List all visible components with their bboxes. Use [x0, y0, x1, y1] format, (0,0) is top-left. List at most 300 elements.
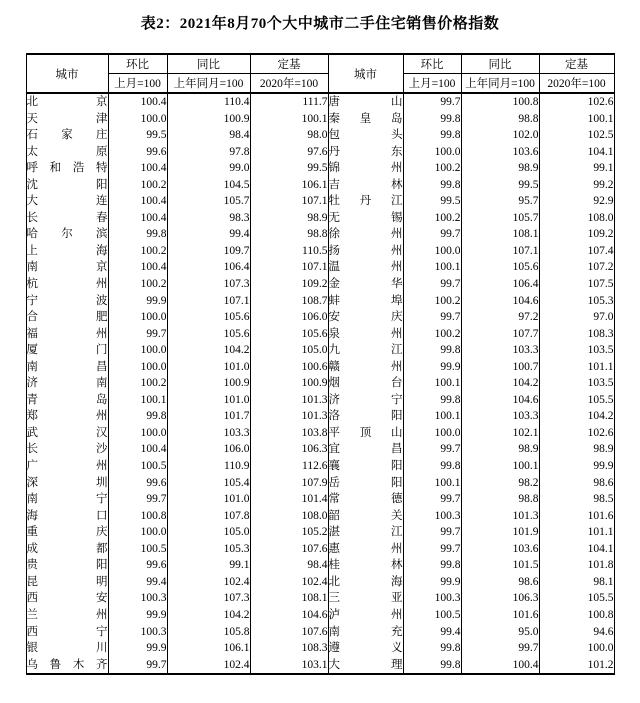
mom-value-cell: 99.9 — [108, 607, 167, 624]
mom-value-cell: 100.1 — [403, 259, 461, 276]
yoy-value-cell: 101.7 — [167, 408, 250, 425]
fixed-base-value-cell: 100.1 — [539, 111, 614, 128]
fixed-base-value-cell: 103.8 — [250, 425, 328, 442]
fixed-base-value-cell: 105.3 — [539, 293, 614, 310]
table-row — [26, 226, 614, 243]
fixed-base-value-cell: 108.7 — [250, 293, 328, 310]
mom-value-cell: 99.7 — [403, 276, 461, 293]
table-row — [26, 392, 614, 409]
yoy-value-cell: 105.6 — [167, 326, 250, 343]
fixed-base-value-cell: 98.9 — [250, 210, 328, 227]
yoy-value-cell: 102.0 — [461, 127, 539, 144]
city-name-cell: 包头 — [328, 127, 403, 144]
city-name-cell: 南昌 — [26, 359, 108, 376]
fixed-base-value-cell: 101.3 — [250, 408, 328, 425]
mom-value-cell: 100.0 — [108, 425, 167, 442]
mom-value-cell: 100.1 — [403, 475, 461, 492]
fixed-base-value-cell: 103.5 — [539, 375, 614, 392]
fixed-base-value-cell: 106.1 — [250, 177, 328, 194]
fixed-base-value-cell: 101.1 — [539, 359, 614, 376]
city-name-cell: 岳阳 — [328, 475, 403, 492]
table-row — [26, 375, 614, 392]
yoy-value-cell: 103.6 — [461, 144, 539, 161]
yoy-value-cell: 105.3 — [167, 541, 250, 558]
yoy-base-label-left: 上年同月=100 — [167, 74, 250, 94]
city-name-cell: 南宁 — [26, 491, 108, 508]
mom-value-cell: 100.5 — [403, 607, 461, 624]
fixed-base-value-cell: 97.0 — [539, 309, 614, 326]
yoy-value-cell: 101.6 — [461, 607, 539, 624]
city-name-cell: 惠州 — [328, 541, 403, 558]
yoy-value-cell: 110.9 — [167, 458, 250, 475]
city-name-cell: 深圳 — [26, 475, 108, 492]
city-name-cell: 呼和浩特 — [26, 160, 108, 177]
yoy-value-cell: 101.0 — [167, 491, 250, 508]
city-header-left: 城市 — [26, 54, 108, 93]
mom-value-cell: 99.8 — [403, 392, 461, 409]
fixed-base-value-cell: 109.2 — [250, 276, 328, 293]
yoy-value-cell: 100.4 — [461, 657, 539, 675]
table-title: 表2：2021年8月70个大中城市二手住宅销售价格指数 — [140, 16, 500, 32]
city-name-cell: 韶关 — [328, 508, 403, 525]
table-row — [26, 243, 614, 260]
yoy-value-cell: 106.4 — [461, 276, 539, 293]
mom-value-cell: 100.8 — [108, 508, 167, 525]
table-row — [26, 127, 614, 144]
mom-value-cell: 100.1 — [108, 392, 167, 409]
fixed-base-value-cell: 108.3 — [250, 640, 328, 657]
fixed-base-value-cell: 107.9 — [250, 475, 328, 492]
yoy-value-cell: 95.7 — [461, 193, 539, 210]
yoy-value-cell: 100.8 — [461, 93, 539, 111]
city-name-cell: 泉州 — [328, 326, 403, 343]
table-row — [26, 590, 614, 607]
city-name-cell: 泸州 — [328, 607, 403, 624]
fixed-base-value-cell: 101.8 — [539, 557, 614, 574]
yoy-value-cell: 97.8 — [167, 144, 250, 161]
yoy-value-cell: 98.3 — [167, 210, 250, 227]
table-row — [26, 160, 614, 177]
yoy-value-cell: 106.1 — [167, 640, 250, 657]
mom-value-cell: 100.4 — [108, 210, 167, 227]
mom-value-cell: 99.7 — [403, 524, 461, 541]
yoy-value-cell: 107.3 — [167, 276, 250, 293]
mom-value-cell: 99.6 — [108, 475, 167, 492]
yoy-value-cell: 110.4 — [167, 93, 250, 111]
fixed-base-value-cell: 103.1 — [250, 657, 328, 675]
fixed-base-value-cell: 105.5 — [539, 392, 614, 409]
fixed-base-header-right: 定基 — [539, 54, 614, 74]
mom-value-cell: 100.4 — [108, 93, 167, 111]
fixed-base-value-cell: 99.5 — [250, 160, 328, 177]
mom-value-cell: 99.8 — [403, 657, 461, 675]
fixed-base-value-cell: 101.4 — [250, 491, 328, 508]
table-row — [26, 193, 614, 210]
fixed-base-value-cell: 105.6 — [250, 326, 328, 343]
city-name-cell: 安庆 — [328, 309, 403, 326]
table-row — [26, 309, 614, 326]
fixed-base-value-cell: 98.6 — [539, 475, 614, 492]
table-row — [26, 359, 614, 376]
yoy-value-cell: 100.7 — [461, 359, 539, 376]
yoy-value-cell: 101.0 — [167, 359, 250, 376]
table-row — [26, 441, 614, 458]
fixed-base-value-cell: 107.6 — [250, 541, 328, 558]
mom-value-cell: 99.8 — [403, 342, 461, 359]
fixed-base-value-cell: 105.0 — [250, 342, 328, 359]
table-row — [26, 508, 614, 525]
mom-value-cell: 99.7 — [403, 93, 461, 111]
fixed-base-value-cell: 98.4 — [250, 557, 328, 574]
mom-value-cell: 99.4 — [108, 574, 167, 591]
fixed-base-value-cell: 106.3 — [250, 441, 328, 458]
fixed-base-label-right: 2020年=100 — [539, 74, 614, 94]
city-name-cell: 昆明 — [26, 574, 108, 591]
mom-value-cell: 99.8 — [403, 458, 461, 475]
table-header — [26, 54, 614, 93]
mom-value-cell: 99.6 — [108, 144, 167, 161]
fixed-base-value-cell: 105.2 — [250, 524, 328, 541]
fixed-base-value-cell: 98.0 — [250, 127, 328, 144]
city-name-cell: 无锡 — [328, 210, 403, 227]
yoy-value-cell: 105.7 — [461, 210, 539, 227]
mom-header-right: 环比 — [403, 54, 461, 74]
fixed-base-header-left: 定基 — [250, 54, 328, 74]
mom-value-cell: 99.6 — [108, 557, 167, 574]
mom-value-cell: 100.3 — [108, 590, 167, 607]
city-name-cell: 厦门 — [26, 342, 108, 359]
yoy-value-cell: 107.8 — [167, 508, 250, 525]
city-name-cell: 杭州 — [26, 276, 108, 293]
city-name-cell: 长春 — [26, 210, 108, 227]
yoy-value-cell: 105.6 — [167, 309, 250, 326]
fixed-base-value-cell: 97.6 — [250, 144, 328, 161]
yoy-value-cell: 102.1 — [461, 425, 539, 442]
fixed-base-value-cell: 105.5 — [539, 590, 614, 607]
yoy-value-cell: 101.3 — [461, 508, 539, 525]
mom-value-cell: 100.2 — [403, 160, 461, 177]
mom-value-cell: 99.5 — [108, 127, 167, 144]
city-name-cell: 沈阳 — [26, 177, 108, 194]
yoy-value-cell: 99.1 — [167, 557, 250, 574]
table-row — [26, 210, 614, 227]
city-name-cell: 上海 — [26, 243, 108, 260]
table-row — [26, 491, 614, 508]
fixed-base-value-cell: 101.3 — [250, 392, 328, 409]
fixed-base-value-cell: 98.8 — [250, 226, 328, 243]
city-name-cell: 金华 — [328, 276, 403, 293]
mom-value-cell: 100.0 — [403, 425, 461, 442]
table-row — [26, 624, 614, 641]
fixed-base-value-cell: 104.1 — [539, 541, 614, 558]
city-name-cell: 海口 — [26, 508, 108, 525]
yoy-value-cell: 99.7 — [461, 640, 539, 657]
city-name-cell: 南京 — [26, 259, 108, 276]
yoy-value-cell: 106.0 — [167, 441, 250, 458]
mom-value-cell: 100.0 — [108, 524, 167, 541]
fixed-base-value-cell: 102.5 — [539, 127, 614, 144]
fixed-base-value-cell: 101.1 — [539, 524, 614, 541]
yoy-value-cell: 105.0 — [167, 524, 250, 541]
fixed-base-value-cell: 104.1 — [539, 144, 614, 161]
city-name-cell: 丹东 — [328, 144, 403, 161]
mom-value-cell: 100.2 — [108, 177, 167, 194]
yoy-value-cell: 108.1 — [461, 226, 539, 243]
fixed-base-value-cell: 102.6 — [539, 425, 614, 442]
mom-value-cell: 100.3 — [403, 508, 461, 525]
fixed-base-value-cell: 100.9 — [250, 375, 328, 392]
table-row — [26, 276, 614, 293]
table-row — [26, 408, 614, 425]
yoy-value-cell: 103.3 — [461, 342, 539, 359]
city-name-cell: 郑州 — [26, 408, 108, 425]
city-name-cell: 扬州 — [328, 243, 403, 260]
mom-value-cell: 100.2 — [403, 293, 461, 310]
yoy-value-cell: 98.9 — [461, 441, 539, 458]
mom-value-cell: 99.8 — [403, 127, 461, 144]
table-row — [26, 458, 614, 475]
city-name-cell: 襄阳 — [328, 458, 403, 475]
mom-value-cell: 99.7 — [403, 441, 461, 458]
city-name-cell: 牡丹江 — [328, 193, 403, 210]
city-name-cell: 西宁 — [26, 624, 108, 641]
mom-value-cell: 100.3 — [108, 624, 167, 641]
fixed-base-value-cell: 100.1 — [250, 111, 328, 128]
city-name-cell: 银川 — [26, 640, 108, 657]
fixed-base-value-cell: 109.2 — [539, 226, 614, 243]
yoy-value-cell: 101.9 — [461, 524, 539, 541]
fixed-base-value-cell: 102.6 — [539, 93, 614, 111]
mom-value-cell: 100.0 — [108, 342, 167, 359]
city-name-cell: 三亚 — [328, 590, 403, 607]
fixed-base-value-cell: 110.5 — [250, 243, 328, 260]
yoy-value-cell: 105.6 — [461, 259, 539, 276]
city-name-cell: 宜昌 — [328, 441, 403, 458]
city-name-cell: 锦州 — [328, 160, 403, 177]
mom-value-cell: 99.9 — [108, 640, 167, 657]
city-name-cell: 济宁 — [328, 392, 403, 409]
fixed-base-value-cell: 107.1 — [250, 259, 328, 276]
yoy-value-cell: 100.9 — [167, 111, 250, 128]
table-row — [26, 259, 614, 276]
mom-value-cell: 100.0 — [108, 111, 167, 128]
yoy-value-cell: 103.3 — [461, 408, 539, 425]
mom-value-cell: 100.0 — [108, 309, 167, 326]
city-name-cell: 北京 — [26, 93, 108, 111]
fixed-base-value-cell: 98.1 — [539, 574, 614, 591]
city-name-cell: 秦皇岛 — [328, 111, 403, 128]
city-name-cell: 石家庄 — [26, 127, 108, 144]
table-row — [26, 425, 614, 442]
yoy-value-cell: 98.4 — [167, 127, 250, 144]
mom-value-cell: 99.7 — [108, 657, 167, 675]
city-name-cell: 徐州 — [328, 226, 403, 243]
city-name-cell: 洛阳 — [328, 408, 403, 425]
fixed-base-value-cell: 104.2 — [539, 408, 614, 425]
yoy-header-left: 同比 — [167, 54, 250, 74]
yoy-value-cell: 103.3 — [167, 425, 250, 442]
table-row — [26, 524, 614, 541]
fixed-base-value-cell: 99.1 — [539, 160, 614, 177]
yoy-value-cell: 104.6 — [461, 392, 539, 409]
yoy-value-cell: 97.2 — [461, 309, 539, 326]
city-name-cell: 烟台 — [328, 375, 403, 392]
mom-value-cell: 99.9 — [403, 574, 461, 591]
city-name-cell: 蚌埠 — [328, 293, 403, 310]
table-row — [26, 326, 614, 343]
table-row — [26, 557, 614, 574]
city-name-cell: 南充 — [328, 624, 403, 641]
fixed-base-value-cell: 101.6 — [539, 508, 614, 525]
mom-value-cell: 99.9 — [108, 293, 167, 310]
table-row — [26, 640, 614, 657]
yoy-value-cell: 107.1 — [167, 293, 250, 310]
city-name-cell: 武汉 — [26, 425, 108, 442]
yoy-header-right: 同比 — [461, 54, 539, 74]
city-name-cell: 天津 — [26, 111, 108, 128]
mom-value-cell: 99.7 — [108, 326, 167, 343]
yoy-value-cell: 104.2 — [167, 342, 250, 359]
yoy-value-cell: 99.5 — [461, 177, 539, 194]
fixed-base-value-cell: 112.6 — [250, 458, 328, 475]
table-row — [26, 144, 614, 161]
mom-value-cell: 100.4 — [108, 259, 167, 276]
mom-value-cell: 100.2 — [108, 243, 167, 260]
city-name-cell: 湛江 — [328, 524, 403, 541]
yoy-value-cell: 103.6 — [461, 541, 539, 558]
fixed-base-value-cell: 92.9 — [539, 193, 614, 210]
mom-value-cell: 100.2 — [403, 210, 461, 227]
table-row — [26, 475, 614, 492]
mom-value-cell: 100.4 — [108, 193, 167, 210]
table-row — [26, 342, 614, 359]
fixed-base-value-cell: 100.6 — [250, 359, 328, 376]
mom-value-cell: 99.7 — [108, 491, 167, 508]
city-name-cell: 大连 — [26, 193, 108, 210]
yoy-value-cell: 101.5 — [461, 557, 539, 574]
mom-value-cell: 100.2 — [403, 326, 461, 343]
mom-value-cell: 100.2 — [108, 375, 167, 392]
mom-base-label-left: 上月=100 — [108, 74, 167, 94]
yoy-value-cell: 99.4 — [167, 226, 250, 243]
mom-value-cell: 99.7 — [403, 491, 461, 508]
city-name-cell: 哈尔滨 — [26, 226, 108, 243]
mom-header-left: 环比 — [108, 54, 167, 74]
mom-value-cell: 99.8 — [108, 408, 167, 425]
mom-value-cell: 99.4 — [403, 624, 461, 641]
yoy-value-cell: 104.5 — [167, 177, 250, 194]
mom-value-cell: 100.4 — [108, 441, 167, 458]
fixed-base-value-cell: 99.2 — [539, 177, 614, 194]
fixed-base-value-cell: 104.6 — [250, 607, 328, 624]
fixed-base-value-cell: 107.2 — [539, 259, 614, 276]
city-name-cell: 长沙 — [26, 441, 108, 458]
mom-value-cell: 100.5 — [108, 541, 167, 558]
yoy-base-label-right: 上年同月=100 — [461, 74, 539, 94]
yoy-value-cell: 107.3 — [167, 590, 250, 607]
mom-value-cell: 99.8 — [403, 557, 461, 574]
mom-value-cell: 100.3 — [403, 590, 461, 607]
city-name-cell: 唐山 — [328, 93, 403, 111]
city-name-cell: 西安 — [26, 590, 108, 607]
city-header-right: 城市 — [328, 54, 403, 93]
mom-value-cell: 99.7 — [403, 541, 461, 558]
city-name-cell: 九江 — [328, 342, 403, 359]
yoy-value-cell: 102.4 — [167, 574, 250, 591]
yoy-value-cell: 95.0 — [461, 624, 539, 641]
city-name-cell: 成都 — [26, 541, 108, 558]
mom-value-cell: 100.1 — [403, 375, 461, 392]
yoy-value-cell: 100.1 — [461, 458, 539, 475]
fixed-base-value-cell: 98.9 — [539, 441, 614, 458]
table-row — [26, 111, 614, 128]
city-name-cell: 广州 — [26, 458, 108, 475]
fixed-base-value-cell: 108.1 — [250, 590, 328, 607]
city-name-cell: 常德 — [328, 491, 403, 508]
mom-value-cell: 99.7 — [403, 226, 461, 243]
yoy-value-cell: 104.6 — [461, 293, 539, 310]
mom-value-cell: 100.5 — [108, 458, 167, 475]
city-name-cell: 吉林 — [328, 177, 403, 194]
fixed-base-value-cell: 99.9 — [539, 458, 614, 475]
mom-value-cell: 100.0 — [108, 359, 167, 376]
city-name-cell: 福州 — [26, 326, 108, 343]
city-name-cell: 桂林 — [328, 557, 403, 574]
fixed-base-value-cell: 108.0 — [250, 508, 328, 525]
fixed-base-value-cell: 100.8 — [539, 607, 614, 624]
mom-value-cell: 99.8 — [403, 111, 461, 128]
city-name-cell: 合肥 — [26, 309, 108, 326]
city-name-cell: 兰州 — [26, 607, 108, 624]
mom-base-label-right: 上月=100 — [403, 74, 461, 94]
yoy-value-cell: 107.7 — [461, 326, 539, 343]
yoy-value-cell: 98.8 — [461, 111, 539, 128]
fixed-base-value-cell: 107.5 — [539, 276, 614, 293]
mom-value-cell: 100.0 — [403, 144, 461, 161]
yoy-value-cell: 100.9 — [167, 375, 250, 392]
yoy-value-cell: 104.2 — [461, 375, 539, 392]
fixed-base-value-cell: 107.1 — [250, 193, 328, 210]
fixed-base-value-cell: 111.7 — [250, 93, 328, 111]
fixed-base-value-cell: 102.4 — [250, 574, 328, 591]
mom-value-cell: 99.8 — [403, 640, 461, 657]
fixed-base-value-cell: 107.4 — [539, 243, 614, 260]
yoy-value-cell: 109.7 — [167, 243, 250, 260]
price-index-table — [26, 53, 615, 675]
mom-value-cell: 99.8 — [403, 177, 461, 194]
yoy-value-cell: 105.7 — [167, 193, 250, 210]
yoy-value-cell: 98.2 — [461, 475, 539, 492]
city-name-cell: 温州 — [328, 259, 403, 276]
city-name-cell: 济南 — [26, 375, 108, 392]
yoy-value-cell: 99.0 — [167, 160, 250, 177]
fixed-base-label-left: 2020年=100 — [250, 74, 328, 94]
yoy-value-cell: 107.1 — [461, 243, 539, 260]
table-body — [26, 93, 614, 674]
table-row — [26, 574, 614, 591]
table-row — [26, 541, 614, 558]
yoy-value-cell: 104.2 — [167, 607, 250, 624]
table-row — [26, 657, 614, 675]
table-row — [26, 293, 614, 310]
city-name-cell: 乌鲁木齐 — [26, 657, 108, 675]
fixed-base-value-cell: 98.5 — [539, 491, 614, 508]
fixed-base-value-cell: 94.6 — [539, 624, 614, 641]
yoy-value-cell: 105.8 — [167, 624, 250, 641]
yoy-value-cell: 105.4 — [167, 475, 250, 492]
city-name-cell: 北海 — [328, 574, 403, 591]
city-name-cell: 平顶山 — [328, 425, 403, 442]
